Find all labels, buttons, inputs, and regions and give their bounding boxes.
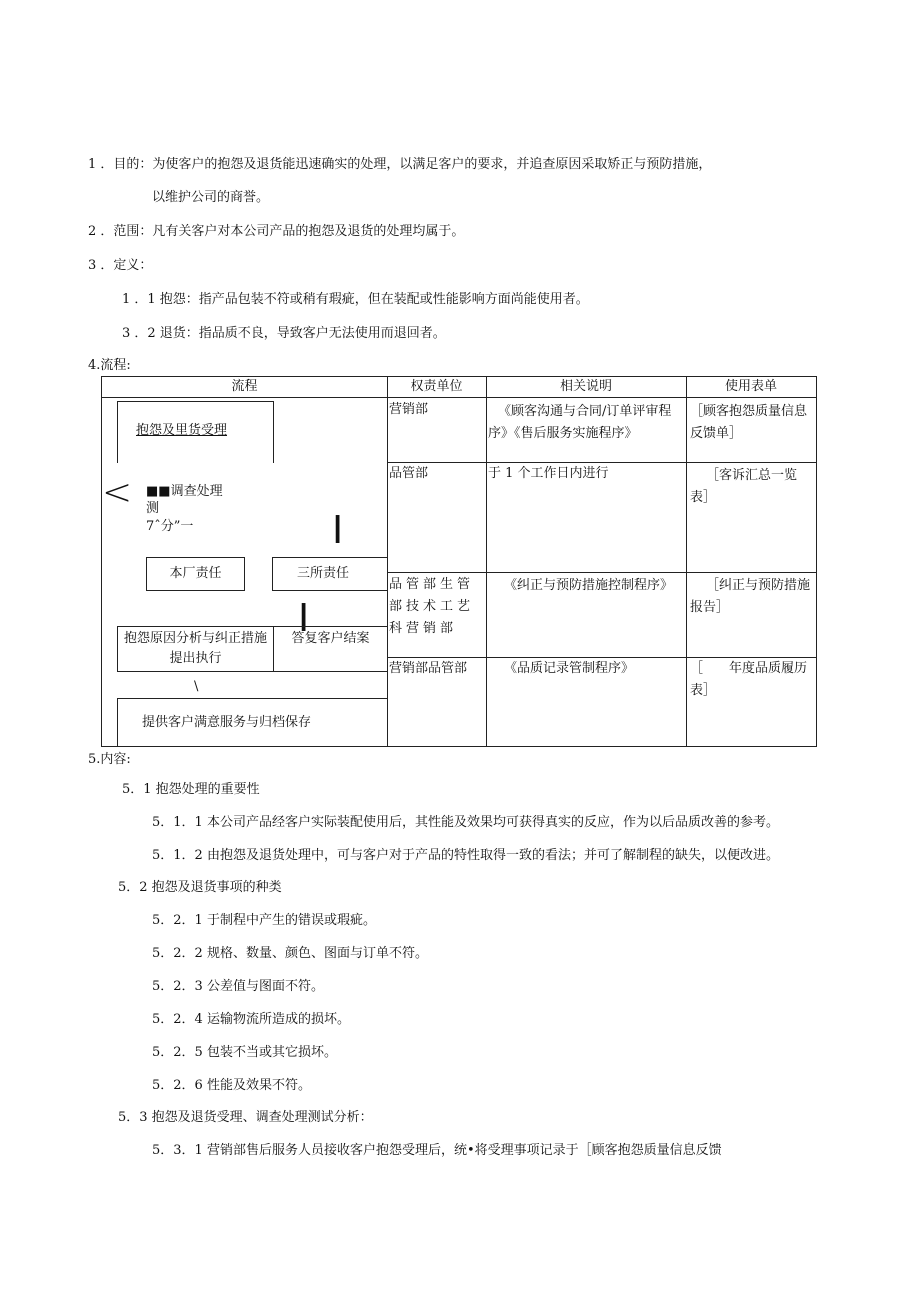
header-form: 使用表单 xyxy=(724,379,777,394)
header-description: 相关说明 xyxy=(559,379,612,394)
content-5-3: 5．3 抱怨及退货受理、调查处理测试分析： xyxy=(118,1110,373,1125)
row4-form: ［ 年度品质履历表］ xyxy=(690,661,808,698)
col-divider xyxy=(486,377,487,746)
content-5-2-3: 5．2．3 公差值与图面不符。 xyxy=(152,979,324,994)
content-5-2-1: 5．2．1 于制程中产生的错误或瑕疵。 xyxy=(152,913,376,928)
content-5-2-6: 5．2．6 性能及效果不符。 xyxy=(152,1078,311,1093)
flow-box-customer-service-archive xyxy=(117,698,388,747)
flow-box-analysis-line1: 抱怨原因分析与纠正措施 xyxy=(123,631,267,646)
row3-description: 《纠正与预防措施控制程序》 xyxy=(504,578,674,593)
definition-3-2: 3 ．2 退货：指品质不良，导致客户无法使用而退回者。 xyxy=(122,326,446,341)
header-flow: 流程 xyxy=(231,379,258,394)
flow-box-service-label: 提供客户满意服务与归档保存 xyxy=(142,715,312,730)
content-5-2-2: 5．2．2 规格、数量、颜色、图面与订单不符。 xyxy=(152,946,428,961)
flow-line xyxy=(117,401,273,402)
flow-connector-slash: \ xyxy=(194,679,199,694)
row2-description: 于 1 个工作日内进行 xyxy=(488,466,609,481)
flow-box-third-label: 三所责任 xyxy=(296,566,349,581)
section-5-content: 5.内容: xyxy=(88,752,131,767)
content-5-1-1: 5．1．1 本公司产品经客户实际装配使用后，其性能及效果均可获得真实的反应，作为以后品质改善的参考。 xyxy=(152,815,779,830)
content-5-1: 5．1 抱怨处理的重要性 xyxy=(122,782,260,797)
row2-form: ［客诉汇总一览表］ xyxy=(690,468,798,505)
flow-box-reply-customer xyxy=(273,626,388,672)
flow-arrow-left: < xyxy=(102,472,133,513)
content-5-3-1: 5．3．1 营销部售后服务人员接收客户抱怨受理后，统•将受理事项记录于［顾客抱怨质量信息反馈 xyxy=(152,1143,722,1158)
section-1-purpose-line2: 以维护公司的商誉。 xyxy=(152,190,270,205)
flow-connector-bar: I xyxy=(332,508,344,552)
row3-form: ［纠正与预防措施报告］ xyxy=(690,578,811,615)
section-3-definition: 3 ．定义： xyxy=(88,258,153,273)
header-unit: 权责单位 xyxy=(410,379,463,394)
row4-description: 《品质记录管制程序》 xyxy=(504,661,635,676)
content-5-2-4: 5．2．4 运输物流所造成的损坏。 xyxy=(152,1012,350,1027)
flow-box-factory-responsibility xyxy=(146,557,245,591)
row1-unit: 营销部 xyxy=(389,402,429,417)
flow-box-factory-label: 本厂责任 xyxy=(169,566,222,581)
section-4-flow: 4.流程: xyxy=(88,358,131,373)
flow-box-third-party-responsibility xyxy=(272,557,388,591)
flow-step-investigate: ■■调查处理 xyxy=(146,484,223,499)
section-1-purpose-line1: 1 ．目的：为使客户的抱怨及退货能迅速确实的处理，以满足客户的要求，并追查原因采取矫正与预防措施， xyxy=(88,157,712,172)
row1-description: 《顾客沟通与合同/订单评审程序》《售后服务实施程序》 xyxy=(488,404,672,441)
flow-table xyxy=(101,376,817,747)
header-divider xyxy=(102,397,816,398)
flow-line xyxy=(117,401,118,463)
flow-step-receive-complaint: 抱怨及里货受理 xyxy=(136,423,228,438)
flow-connector-bar: I xyxy=(298,596,310,640)
section-2-scope: 2 ．范围：凡有关客户对本公司产品的抱怨及退货的处理均属于。 xyxy=(88,224,465,239)
content-5-2: 5．2 抱怨及退货事项的种类 xyxy=(118,880,282,895)
row3-unit: 品管部生管部技术工艺科营销部 xyxy=(389,577,475,636)
row4-unit: 营销部品管部 xyxy=(389,661,468,676)
flow-box-reply-label: 答复客户结案 xyxy=(291,631,370,646)
col-divider xyxy=(686,377,687,746)
content-5-1-2: 5．1．2 由抱怨及退货处理中，可与客户对于产品的特性取得一致的看法；并可了解制程的缺失，以便改进。 xyxy=(152,848,779,863)
flow-step-investigate-analysis: 7ˆ分”一 xyxy=(146,519,194,534)
content-5-2-5: 5．2．5 包装不当或其它损坏。 xyxy=(152,1045,337,1060)
row1-form: ［顾客抱怨质量信息反馈单］ xyxy=(690,404,808,441)
flow-line xyxy=(273,401,274,463)
flow-box-cause-analysis xyxy=(117,626,274,672)
flow-step-investigate-test: 测 xyxy=(146,501,160,516)
definition-3-1: 1 ．1 抱怨：指产品包装不符或稍有瑕疵，但在装配或性能影响方面尚能使用者。 xyxy=(122,292,589,307)
flow-box-analysis-line2: 提出执行 xyxy=(169,651,222,666)
row2-unit: 品管部 xyxy=(389,466,429,481)
row-divider xyxy=(387,572,816,573)
